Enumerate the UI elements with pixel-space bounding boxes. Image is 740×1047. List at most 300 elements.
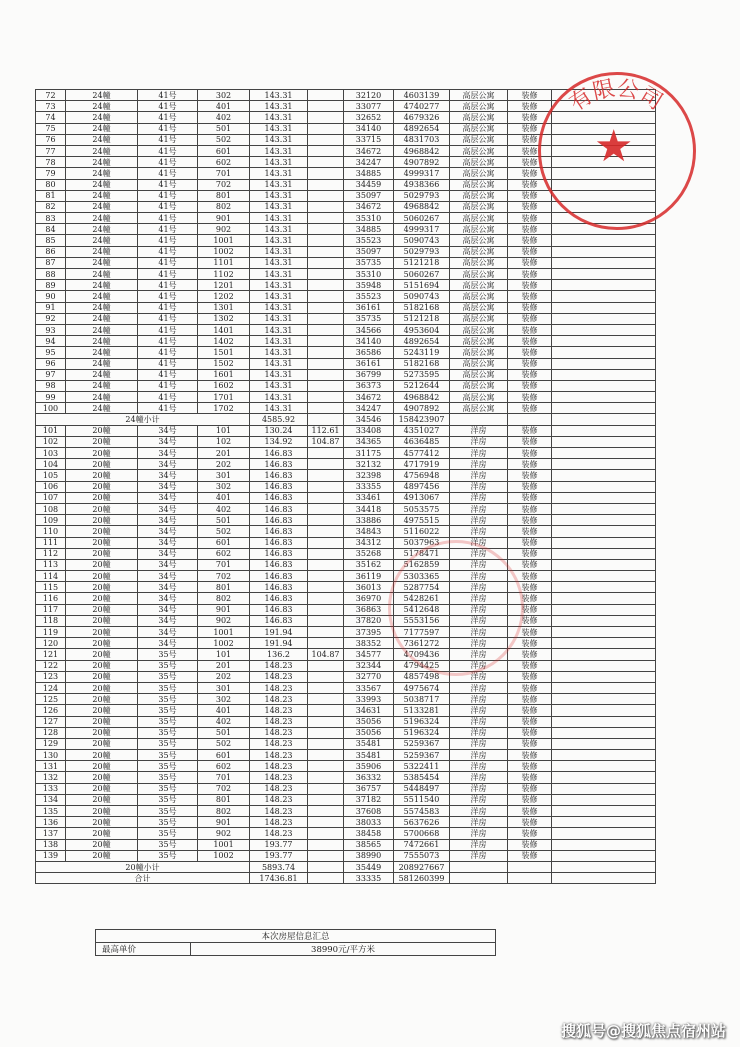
table-cell: 105 <box>36 470 66 481</box>
table-cell: 5090743 <box>394 235 450 246</box>
table-cell: 35948 <box>344 280 394 291</box>
table-cell: 洋房 <box>450 649 508 660</box>
table-cell <box>552 313 656 324</box>
table-cell: 201 <box>198 660 250 671</box>
table-cell: 41号 <box>138 201 198 212</box>
subtotal-cell <box>450 414 508 425</box>
subtotal-cell: 33335 <box>344 873 394 884</box>
table-cell <box>552 649 656 660</box>
table-cell: 85 <box>36 235 66 246</box>
table-cell: 148.23 <box>250 828 308 839</box>
table-cell: 20幢 <box>66 638 138 649</box>
table-cell: 96 <box>36 358 66 369</box>
table-cell <box>308 727 344 738</box>
svg-text:有限公司: 有限公司 <box>565 76 667 117</box>
table-cell <box>552 515 656 526</box>
subtotal-cell: 17436.81 <box>250 873 308 884</box>
table-cell: 装修 <box>508 112 552 123</box>
table-cell: 5428261 <box>394 593 450 604</box>
table-cell: 107 <box>36 492 66 503</box>
table-cell: 41号 <box>138 101 198 112</box>
table-cell: 20幢 <box>66 436 138 447</box>
table-cell: 1102 <box>198 269 250 280</box>
table-cell: 5322411 <box>394 761 450 772</box>
table-cell: 32652 <box>344 112 394 123</box>
summary-title: 本次房屋信息汇总 <box>96 930 496 943</box>
table-cell: 143.31 <box>250 224 308 235</box>
table-cell <box>552 738 656 749</box>
table-cell <box>552 727 656 738</box>
table-cell <box>552 380 656 391</box>
table-cell: 143.31 <box>250 235 308 246</box>
table-cell: 81 <box>36 190 66 201</box>
table-cell: 402 <box>198 112 250 123</box>
table-cell <box>552 436 656 447</box>
table-cell: 84 <box>36 224 66 235</box>
table-cell: 902 <box>198 224 250 235</box>
table-cell: 143.31 <box>250 145 308 156</box>
subtotal-cell: 208927667 <box>394 861 450 872</box>
table-cell: 装修 <box>508 783 552 794</box>
table-cell: 73 <box>36 101 66 112</box>
table-cell: 洋房 <box>450 537 508 548</box>
table-cell: 148.23 <box>250 738 308 749</box>
table-cell: 34577 <box>344 649 394 660</box>
table-cell: 35号 <box>138 660 198 671</box>
table-row <box>36 794 656 805</box>
table-cell: 洋房 <box>450 671 508 682</box>
table-cell: 洋房 <box>450 694 508 705</box>
table-cell: 20幢 <box>66 459 138 470</box>
table-row <box>36 705 656 716</box>
table-cell <box>308 358 344 369</box>
table-cell <box>552 246 656 257</box>
table-cell: 34号 <box>138 548 198 559</box>
table-cell: 4907892 <box>394 403 450 414</box>
table-cell: 36332 <box>344 772 394 783</box>
table-cell <box>308 627 344 638</box>
table-cell: 89 <box>36 280 66 291</box>
table-cell: 装修 <box>508 794 552 805</box>
table-cell: 143.31 <box>250 201 308 212</box>
table-row <box>36 481 656 492</box>
table-cell: 136 <box>36 817 66 828</box>
table-cell <box>552 582 656 593</box>
table-cell: 139 <box>36 850 66 861</box>
table-cell: 202 <box>198 671 250 682</box>
table-cell: 5700668 <box>394 828 450 839</box>
table-cell: 148.23 <box>250 761 308 772</box>
subtotal-cell: 合计 <box>36 873 250 884</box>
table-cell: 41号 <box>138 246 198 257</box>
table-row <box>36 503 656 514</box>
table-cell: 802 <box>198 806 250 817</box>
table-cell: 装修 <box>508 615 552 626</box>
subtotal-cell: 581260399 <box>394 873 450 884</box>
subtotal-cell <box>308 414 344 425</box>
table-cell: 20幢 <box>66 817 138 828</box>
table-cell <box>308 470 344 481</box>
table-cell: 20幢 <box>66 515 138 526</box>
table-cell: 20幢 <box>66 761 138 772</box>
table-cell: 装修 <box>508 470 552 481</box>
table-cell <box>552 369 656 380</box>
table-cell: 35735 <box>344 313 394 324</box>
table-cell: 装修 <box>508 392 552 403</box>
table-cell: 401 <box>198 101 250 112</box>
subtotal-cell: 4585.92 <box>250 414 308 425</box>
table-cell: 32132 <box>344 459 394 470</box>
table-row <box>36 727 656 738</box>
table-cell: 24幢 <box>66 392 138 403</box>
table-cell <box>552 392 656 403</box>
table-row <box>36 347 656 358</box>
table-cell: 装修 <box>508 403 552 414</box>
table-cell: 35号 <box>138 750 198 761</box>
table-cell: 20幢 <box>66 828 138 839</box>
table-row <box>36 761 656 772</box>
table-cell: 装修 <box>508 526 552 537</box>
table-cell: 装修 <box>508 302 552 313</box>
table-cell: 20幢 <box>66 481 138 492</box>
table-cell: 201 <box>198 448 250 459</box>
table-cell: 装修 <box>508 548 552 559</box>
table-cell: 41号 <box>138 145 198 156</box>
table-cell: 38990 <box>344 850 394 861</box>
table-cell: 高层公寓 <box>450 392 508 403</box>
table-cell: 95 <box>36 347 66 358</box>
table-cell: 148.23 <box>250 772 308 783</box>
table-cell <box>552 425 656 436</box>
table-cell: 143.31 <box>250 336 308 347</box>
table-row <box>36 694 656 705</box>
table-cell: 41号 <box>138 213 198 224</box>
table-cell: 7555073 <box>394 850 450 861</box>
table-row <box>36 571 656 582</box>
table-cell: 34号 <box>138 537 198 548</box>
table-cell: 高层公寓 <box>450 213 508 224</box>
table-cell: 122 <box>36 660 66 671</box>
table-cell: 148.23 <box>250 794 308 805</box>
table-row <box>36 750 656 761</box>
table-cell <box>552 503 656 514</box>
table-cell: 41号 <box>138 235 198 246</box>
table-cell: 装修 <box>508 246 552 257</box>
table-cell: 装修 <box>508 727 552 738</box>
table-row <box>36 850 656 861</box>
table-cell: 4709436 <box>394 649 450 660</box>
table-cell: 35号 <box>138 761 198 772</box>
table-cell <box>308 201 344 212</box>
table-cell <box>552 794 656 805</box>
table-cell: 20幢 <box>66 425 138 436</box>
table-cell <box>308 526 344 537</box>
table-cell: 装修 <box>508 571 552 582</box>
table-cell: 34140 <box>344 123 394 134</box>
table-cell: 4603139 <box>394 90 450 101</box>
table-cell: 5553156 <box>394 615 450 626</box>
table-cell: 装修 <box>508 101 552 112</box>
table-cell: 143.31 <box>250 123 308 134</box>
table-cell: 80 <box>36 179 66 190</box>
table-cell: 7177597 <box>394 627 450 638</box>
table-cell: 32120 <box>344 90 394 101</box>
table-cell: 24幢 <box>66 112 138 123</box>
table-cell: 装修 <box>508 806 552 817</box>
table-row <box>36 324 656 335</box>
table-cell <box>308 682 344 693</box>
table-cell: 洋房 <box>450 593 508 604</box>
table-cell: 34号 <box>138 559 198 570</box>
table-cell: 34672 <box>344 201 394 212</box>
table-cell: 82 <box>36 201 66 212</box>
table-cell <box>552 615 656 626</box>
table-cell <box>308 694 344 705</box>
table-cell: 装修 <box>508 280 552 291</box>
table-row <box>36 593 656 604</box>
table-cell: 高层公寓 <box>450 101 508 112</box>
table-cell: 34号 <box>138 615 198 626</box>
table-cell: 36161 <box>344 302 394 313</box>
subtotal-cell <box>508 414 552 425</box>
table-cell: 洋房 <box>450 481 508 492</box>
table-cell: 902 <box>198 615 250 626</box>
table-cell: 35号 <box>138 705 198 716</box>
table-row <box>36 291 656 302</box>
table-cell <box>552 638 656 649</box>
table-cell: 401 <box>198 492 250 503</box>
subtotal-cell: 5893.74 <box>250 861 308 872</box>
summary-label: 最高单价 <box>96 943 191 956</box>
subtotal-cell: 34546 <box>344 414 394 425</box>
table-cell: 74 <box>36 112 66 123</box>
table-cell: 4351027 <box>394 425 450 436</box>
table-row <box>36 682 656 693</box>
table-cell: 146.83 <box>250 503 308 514</box>
table-cell: 41号 <box>138 224 198 235</box>
table-cell: 4975674 <box>394 682 450 693</box>
table-cell: 801 <box>198 794 250 805</box>
table-cell <box>308 224 344 235</box>
table-cell: 146.83 <box>250 448 308 459</box>
table-cell: 5259367 <box>394 750 450 761</box>
table-cell: 4968842 <box>394 201 450 212</box>
table-cell: 702 <box>198 783 250 794</box>
table-cell: 133 <box>36 783 66 794</box>
table-cell <box>308 403 344 414</box>
table-cell: 35号 <box>138 738 198 749</box>
table-cell: 高层公寓 <box>450 123 508 134</box>
table-row <box>36 716 656 727</box>
table-cell: 191.94 <box>250 627 308 638</box>
table-cell: 108 <box>36 503 66 514</box>
table-cell: 1702 <box>198 403 250 414</box>
table-cell: 24幢 <box>66 380 138 391</box>
table-cell: 洋房 <box>450 705 508 716</box>
table-cell: 1402 <box>198 336 250 347</box>
table-cell: 24幢 <box>66 235 138 246</box>
table-cell <box>308 839 344 850</box>
table-cell: 148.23 <box>250 783 308 794</box>
table-cell: 4756948 <box>394 470 450 481</box>
table-cell: 24幢 <box>66 246 138 257</box>
table-cell: 109 <box>36 515 66 526</box>
table-cell: 4975515 <box>394 515 450 526</box>
table-cell: 高层公寓 <box>450 291 508 302</box>
table-cell <box>308 291 344 302</box>
table-cell: 洋房 <box>450 548 508 559</box>
table-cell <box>308 302 344 313</box>
watermark: 搜狐号@搜狐焦点宿州站 <box>560 1022 726 1040</box>
table-cell: 24幢 <box>66 123 138 134</box>
table-cell <box>552 302 656 313</box>
summary-table <box>95 929 496 956</box>
table-cell: 20幢 <box>66 582 138 593</box>
table-cell: 7361272 <box>394 638 450 649</box>
table-cell: 34号 <box>138 492 198 503</box>
table-cell: 24幢 <box>66 145 138 156</box>
table-cell: 高层公寓 <box>450 201 508 212</box>
table-cell: 20幢 <box>66 694 138 705</box>
table-cell <box>552 347 656 358</box>
table-cell: 41号 <box>138 380 198 391</box>
table-cell: 106 <box>36 481 66 492</box>
table-cell: 20幢 <box>66 649 138 660</box>
table-cell: 洋房 <box>450 559 508 570</box>
table-cell: 148.23 <box>250 660 308 671</box>
subtotal-cell: 158423907 <box>394 414 450 425</box>
table-cell: 24幢 <box>66 179 138 190</box>
table-cell: 装修 <box>508 336 552 347</box>
table-cell: 20幢 <box>66 705 138 716</box>
table-cell: 4913067 <box>394 492 450 503</box>
table-cell: 143.31 <box>250 134 308 145</box>
table-cell: 装修 <box>508 750 552 761</box>
table-cell: 5116022 <box>394 526 450 537</box>
table-cell: 洋房 <box>450 716 508 727</box>
table-cell: 洋房 <box>450 750 508 761</box>
table-cell: 146.83 <box>250 559 308 570</box>
table-cell: 5412648 <box>394 604 450 615</box>
table-cell: 97 <box>36 369 66 380</box>
table-cell <box>308 392 344 403</box>
table-cell: 35162 <box>344 559 394 570</box>
table-cell: 902 <box>198 828 250 839</box>
table-cell: 5121218 <box>394 257 450 268</box>
table-cell: 24幢 <box>66 403 138 414</box>
table-cell: 41号 <box>138 134 198 145</box>
table-cell <box>308 123 344 134</box>
table-cell: 31175 <box>344 448 394 459</box>
table-cell: 20幢 <box>66 671 138 682</box>
table-cell <box>552 761 656 772</box>
table-row <box>36 302 656 313</box>
table-cell: 34号 <box>138 515 198 526</box>
table-cell <box>552 459 656 470</box>
table-cell <box>308 794 344 805</box>
table-row <box>36 448 656 459</box>
table-cell: 502 <box>198 738 250 749</box>
table-cell: 20幢 <box>66 548 138 559</box>
table-cell: 101 <box>198 425 250 436</box>
table-row <box>36 839 656 850</box>
table-cell: 高层公寓 <box>450 190 508 201</box>
table-cell: 4907892 <box>394 157 450 168</box>
table-cell: 901 <box>198 213 250 224</box>
table-cell: 高层公寓 <box>450 280 508 291</box>
table-cell: 35268 <box>344 548 394 559</box>
table-cell: 装修 <box>508 145 552 156</box>
table-cell: 138 <box>36 839 66 850</box>
table-cell: 34号 <box>138 425 198 436</box>
table-cell: 35735 <box>344 257 394 268</box>
table-cell <box>552 783 656 794</box>
table-cell: 34247 <box>344 403 394 414</box>
subtotal-row <box>36 873 656 884</box>
table-cell: 110 <box>36 526 66 537</box>
table-cell <box>308 269 344 280</box>
table-row <box>36 559 656 570</box>
table-cell: 洋房 <box>450 448 508 459</box>
table-cell: 装修 <box>508 772 552 783</box>
table-cell: 143.31 <box>250 280 308 291</box>
table-cell: 7472661 <box>394 839 450 850</box>
summary-title-row <box>96 930 496 943</box>
table-cell: 41号 <box>138 347 198 358</box>
table-cell: 装修 <box>508 682 552 693</box>
table-cell: 20幢 <box>66 604 138 615</box>
table-cell <box>308 481 344 492</box>
table-cell: 5090743 <box>394 291 450 302</box>
table-cell: 76 <box>36 134 66 145</box>
subtotal-cell: 20幢小计 <box>36 861 250 872</box>
table-cell <box>552 750 656 761</box>
table-cell: 137 <box>36 828 66 839</box>
table-cell: 148.23 <box>250 705 308 716</box>
table-cell: 702 <box>198 571 250 582</box>
table-cell: 1002 <box>198 246 250 257</box>
table-cell: 20幢 <box>66 738 138 749</box>
table-cell: 24幢 <box>66 90 138 101</box>
table-cell: 1002 <box>198 638 250 649</box>
table-cell: 装修 <box>508 168 552 179</box>
table-cell: 38033 <box>344 817 394 828</box>
table-cell: 洋房 <box>450 425 508 436</box>
table-cell: 24幢 <box>66 201 138 212</box>
table-cell: 36586 <box>344 347 394 358</box>
table-cell: 装修 <box>508 313 552 324</box>
subtotal-cell <box>552 873 656 884</box>
table-row <box>36 246 656 257</box>
table-cell: 装修 <box>508 694 552 705</box>
table-cell: 24幢 <box>66 280 138 291</box>
table-cell: 146.83 <box>250 537 308 548</box>
table-cell: 洋房 <box>450 582 508 593</box>
table-cell: 1302 <box>198 313 250 324</box>
table-cell: 41号 <box>138 313 198 324</box>
table-cell: 5037963 <box>394 537 450 548</box>
table-cell: 41号 <box>138 123 198 134</box>
table-cell <box>552 671 656 682</box>
table-cell: 134 <box>36 794 66 805</box>
table-cell: 高层公寓 <box>450 157 508 168</box>
table-cell: 134.92 <box>250 436 308 447</box>
table-cell: 802 <box>198 201 250 212</box>
table-cell: 1301 <box>198 302 250 313</box>
table-row <box>36 604 656 615</box>
table-cell: 601 <box>198 750 250 761</box>
table-cell: 装修 <box>508 671 552 682</box>
